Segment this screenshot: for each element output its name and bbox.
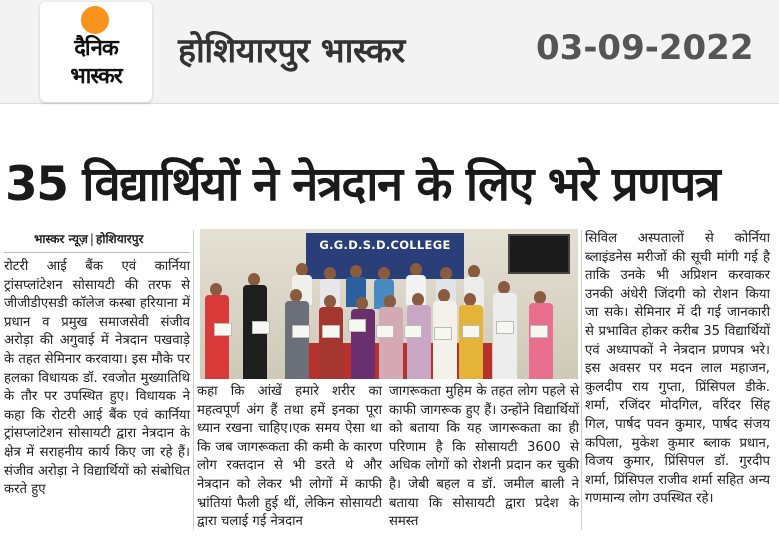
certificate (434, 327, 452, 340)
article-column-1: रोटरी आई बैंक एवं कार्निया ट्रांसप्लांटेशन सोसायटी की तरफ से जीजीडीएसडी कॉलेज कस्बा हरियाना में प्रधान व प्रमुख समाजसेवी संजीव अरोड़ा की अगुवाई में नेत्रदान पखवाड़े के तहत सेमिनार करवाया। इस मौके पर हलका विधायक डॉ. रवजोत मुख्यातिथि के तौर पर उपस्थित हुए। विधायक ने कहा कि रोटरी आई बैंक एवं कार्निया ट्रांसप्लांटेशन सोसायटी द्वारा नेत्रदान के क्षेत्र में सराहनीय कार्य किए जा रहे हैं। संजीव अरोड़ा ने विद्यार्थियों को संबोधित करते हुए (4, 259, 190, 498)
edition-name: होशियारपुर भास्कर (178, 31, 405, 71)
column-divider (193, 230, 194, 530)
certificate (530, 325, 548, 338)
article-column-4: सिविल अस्पतालों से कोर्निया ब्लाइंडनेस मरीजों की सूची मांगी गई है ताकि उनके भी अप्रिशन करवाकर उनकी अंधेरी जिंदगी को रोशन किया जा सके। सेमिनार में दी गई जानकारी से प्रभावित होकर करीब 35 विद्यार्थियों एवं अध्यापकों ने नेत्रदान प्रणपत्र भरे। इस अवसर पर मदन लाल महाजन, कुलदीप राय गुप्ता, प्रिंसिपल डीके. शर्मा, रजिंदर मोदगिल, वरिंदर सिंह गिल, पार्षद पवन कुमार, पार्षद संजय कपिला, मुकेश कुमार ब्लाक प्रधान, विजय कुमार, प्रिंसिपल डॉ. गुरदीप शर्मा, प्रिंसिपल राजीव शर्मा सहित अन्य गणमान्य लोग उपस्थित रहे। (585, 231, 770, 507)
sun-logo-icon (81, 6, 109, 34)
byline-separator: | (89, 232, 94, 246)
edition-date: 03-09-2022 (536, 28, 754, 68)
byline-place: होशियारपुर (95, 232, 144, 246)
article-headline: 35 विद्यार्थियों ने नेत्रदान के लिए भरे प्रणपत्र (5, 157, 720, 212)
certificate (348, 319, 366, 332)
logo-text-line1: दैनिक (74, 36, 118, 61)
certificate (252, 321, 270, 334)
byline-divider (4, 252, 190, 253)
dainik-bhaskar-logo (40, 2, 152, 102)
certificate (292, 325, 310, 338)
logo-text-line2: भास्कर (70, 64, 122, 89)
college-banner-text: G.G.D.S.D.COLLEGE (319, 238, 451, 252)
edition-header (0, 0, 779, 104)
certificate (462, 325, 480, 338)
certificate (404, 325, 422, 338)
article-column-3: जागरूकता मुहिम के तहत लोग पहले से काफी जागरूक हुए हैं। उन्होंने विद्यार्थियों को बताया कि यह जागरूकता का ही परिणाम है कि सोसायटी 3600 से अधिक लोगों को रोशनी प्रदान कर चुकी है। जेबी बहल व डॉ. जमील बाली ने बताया कि सोसायटी द्वारा प्रदेश के समस्त (389, 384, 579, 530)
certificate (322, 325, 340, 338)
wall-screen (508, 234, 570, 274)
news-photo (200, 229, 578, 379)
article-column-2: कहा कि आंखें हमारे शरीर का महत्वपूर्ण अंग हैं तथा हमें इनका पूरा ध्यान रखना चाहिए।एक समय ऐसा था कि जब जागरूकता की कमी के कारण लोग रक्तदान से भी डरते थे और नेत्रदान को लेकर भी लोगों में काफी भ्रांतियां फैली हुई थीं, लेकिन सोसायटी द्वारा चलाई गई नेत्रदान (197, 384, 382, 530)
column-divider (581, 230, 582, 530)
certificate (214, 323, 232, 336)
certificate (496, 321, 514, 334)
byline (34, 230, 143, 247)
byline-agency: भास्कर न्यूज़ (34, 232, 88, 246)
certificate (376, 325, 394, 338)
